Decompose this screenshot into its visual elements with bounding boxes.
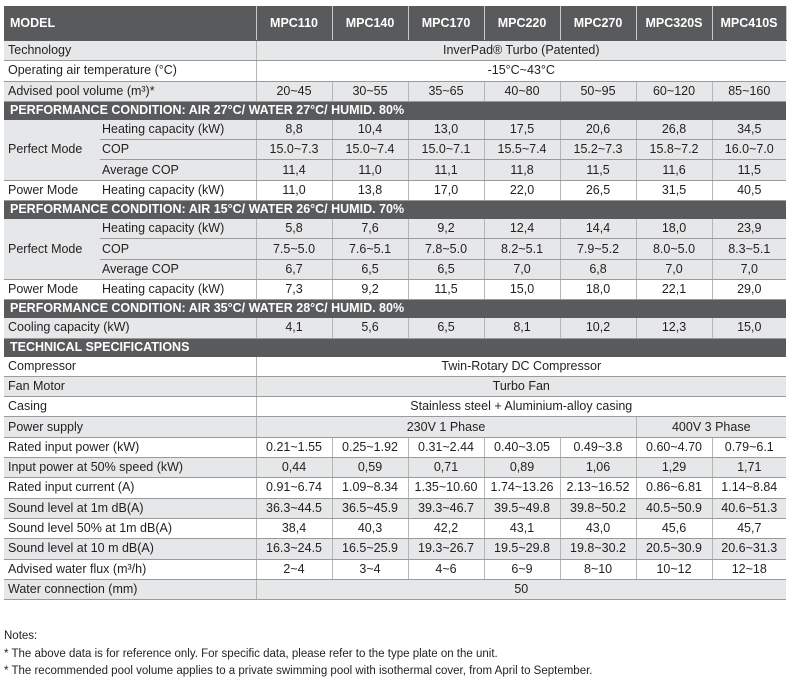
cell: 34,5 bbox=[712, 119, 786, 139]
cell: 17,0 bbox=[408, 180, 484, 200]
cell: 1,71 bbox=[712, 458, 786, 478]
cell: 30~55 bbox=[332, 81, 408, 101]
note-line: * The recommended pool volume applies to a private swimming pool with isothermal cover, from April to September. bbox=[4, 665, 593, 677]
cell: 40,3 bbox=[332, 518, 408, 538]
cell: 7,6 bbox=[332, 219, 408, 239]
cell: 2~4 bbox=[256, 559, 332, 579]
row-label: Rated input current (A) bbox=[4, 478, 256, 498]
cell: 1,29 bbox=[636, 458, 712, 478]
power-supply-row bbox=[4, 417, 786, 437]
p1-power-mode-row bbox=[4, 180, 786, 200]
model-col-4: MPC220 bbox=[484, 6, 560, 41]
cell: 26,8 bbox=[636, 119, 712, 139]
cell: 9,2 bbox=[332, 279, 408, 299]
row-label: Heating capacity (kW) bbox=[100, 219, 256, 239]
row-label: Input power at 50% speed (kW) bbox=[4, 458, 256, 478]
row-value: InverPad® Turbo (Patented) bbox=[256, 41, 786, 61]
sound-10m-row bbox=[4, 539, 786, 559]
compressor-row bbox=[4, 356, 786, 376]
mode-label: Power Mode bbox=[4, 180, 100, 200]
cell: 15,0 bbox=[712, 318, 786, 338]
cell: 11,5 bbox=[560, 160, 636, 180]
cell: 20.5~30.9 bbox=[636, 539, 712, 559]
mode-label: Perfect Mode bbox=[4, 119, 100, 180]
section-title: PERFORMANCE CONDITION: AIR 27°C/ WATER 27°C/ HUMID. 80% bbox=[4, 101, 786, 119]
cell: 22,0 bbox=[484, 180, 560, 200]
header-row bbox=[4, 6, 786, 41]
row-label: Heating capacity (kW) bbox=[100, 119, 256, 139]
cell: 0,59 bbox=[332, 458, 408, 478]
cell: 7,3 bbox=[256, 279, 332, 299]
cell: 60~120 bbox=[636, 81, 712, 101]
p2-power-mode-row bbox=[4, 279, 786, 299]
cell: 10,2 bbox=[560, 318, 636, 338]
cell: 12~18 bbox=[712, 559, 786, 579]
cell: 20.6~31.3 bbox=[712, 539, 786, 559]
row-label: Fan Motor bbox=[4, 376, 256, 396]
row-value: 230V 1 Phase bbox=[256, 417, 636, 437]
p2-heating-row bbox=[4, 219, 786, 239]
casing-row bbox=[4, 397, 786, 417]
cell: 0.49~3.8 bbox=[560, 437, 636, 457]
cell: 11,5 bbox=[712, 160, 786, 180]
cell: 12,4 bbox=[484, 219, 560, 239]
model-col-1: MPC110 bbox=[256, 6, 332, 41]
cell: 0.25~1.92 bbox=[332, 437, 408, 457]
p1-avg-cop-row bbox=[4, 160, 786, 180]
cell: 19.3~26.7 bbox=[408, 539, 484, 559]
cell: 0.21~1.55 bbox=[256, 437, 332, 457]
cell: 6,5 bbox=[332, 259, 408, 279]
cell: 0.40~3.05 bbox=[484, 437, 560, 457]
cell: 16.3~24.5 bbox=[256, 539, 332, 559]
cell: 20~45 bbox=[256, 81, 332, 101]
row-value: Stainless steel + Aluminium-alloy casing bbox=[256, 397, 786, 417]
cell: 18,0 bbox=[560, 279, 636, 299]
cell: 0,71 bbox=[408, 458, 484, 478]
cell: 0.91~6.74 bbox=[256, 478, 332, 498]
cell: 1.09~8.34 bbox=[332, 478, 408, 498]
cell: 0,89 bbox=[484, 458, 560, 478]
cell: 7.5~5.0 bbox=[256, 239, 332, 259]
technology-row bbox=[4, 41, 786, 61]
cell: 13,0 bbox=[408, 119, 484, 139]
row-label: Casing bbox=[4, 397, 256, 417]
cell: 39.3~46.7 bbox=[408, 498, 484, 518]
cell: 7,0 bbox=[712, 259, 786, 279]
section-header bbox=[4, 101, 786, 119]
cell: 29,0 bbox=[712, 279, 786, 299]
section-title: PERFORMANCE CONDITION: AIR 15°C/ WATER 26°C/ HUMID. 70% bbox=[4, 201, 786, 219]
cell: 11,8 bbox=[484, 160, 560, 180]
section-header bbox=[4, 201, 786, 219]
cell: 6~9 bbox=[484, 559, 560, 579]
cell: 39.5~49.8 bbox=[484, 498, 560, 518]
cell: 7.9~5.2 bbox=[560, 239, 636, 259]
row-label: Operating air temperature (°C) bbox=[4, 61, 256, 81]
cell: 17,5 bbox=[484, 119, 560, 139]
row-value: -15°C~43°C bbox=[256, 61, 786, 81]
cell: 26,5 bbox=[560, 180, 636, 200]
model-header: MODEL bbox=[4, 6, 256, 41]
mode-label: Perfect Mode bbox=[4, 219, 100, 280]
cell: 15.0~7.4 bbox=[332, 140, 408, 160]
cell: 10~12 bbox=[636, 559, 712, 579]
cell: 7.8~5.0 bbox=[408, 239, 484, 259]
cell: 19.8~30.2 bbox=[560, 539, 636, 559]
cell: 6,5 bbox=[408, 318, 484, 338]
p2-cop-row bbox=[4, 239, 786, 259]
spec-sheet bbox=[4, 6, 786, 600]
row-label: Advised pool volume (m³)* bbox=[4, 81, 256, 101]
cell: 0.79~6.1 bbox=[712, 437, 786, 457]
row-value: Turbo Fan bbox=[256, 376, 786, 396]
cell: 50~95 bbox=[560, 81, 636, 101]
cell: 8~10 bbox=[560, 559, 636, 579]
cell: 19.5~29.8 bbox=[484, 539, 560, 559]
section-title: PERFORMANCE CONDITION: AIR 35°C/ WATER 28°C/ HUMID. 80% bbox=[4, 300, 786, 318]
pool-volume-row bbox=[4, 81, 786, 101]
cell: 15,0 bbox=[484, 279, 560, 299]
cell: 39.8~50.2 bbox=[560, 498, 636, 518]
cell: 14,4 bbox=[560, 219, 636, 239]
operating-temp-row bbox=[4, 61, 786, 81]
cell: 15.0~7.3 bbox=[256, 140, 332, 160]
cell: 11,1 bbox=[408, 160, 484, 180]
cell: 5,8 bbox=[256, 219, 332, 239]
row-label: Power supply bbox=[4, 417, 256, 437]
cell: 6,5 bbox=[408, 259, 484, 279]
model-col-5: MPC270 bbox=[560, 6, 636, 41]
cell: 11,0 bbox=[256, 180, 332, 200]
water-flux-row bbox=[4, 559, 786, 579]
cell: 15.2~7.3 bbox=[560, 140, 636, 160]
cell: 6,8 bbox=[560, 259, 636, 279]
cell: 8,8 bbox=[256, 119, 332, 139]
row-value: 50 bbox=[256, 579, 786, 599]
row-label: Sound level 50% at 1m dB(A) bbox=[4, 518, 256, 538]
cell: 43,1 bbox=[484, 518, 560, 538]
cell: 36.5~45.9 bbox=[332, 498, 408, 518]
row-label: Sound level at 1m dB(A) bbox=[4, 498, 256, 518]
cell: 43,0 bbox=[560, 518, 636, 538]
fan-motor-row bbox=[4, 376, 786, 396]
section-title: TECHNICAL SPECIFICATIONS bbox=[4, 338, 786, 356]
row-label: Technology bbox=[4, 41, 256, 61]
cell: 38,4 bbox=[256, 518, 332, 538]
cell: 5,6 bbox=[332, 318, 408, 338]
cell: 11,4 bbox=[256, 160, 332, 180]
row-label: Cooling capacity (kW) bbox=[4, 318, 256, 338]
cell: 18,0 bbox=[636, 219, 712, 239]
cell: 22,1 bbox=[636, 279, 712, 299]
water-connection-row bbox=[4, 579, 786, 599]
row-label: Advised water flux (m³/h) bbox=[4, 559, 256, 579]
rated-power-row bbox=[4, 437, 786, 457]
cell: 8,1 bbox=[484, 318, 560, 338]
model-col-3: MPC170 bbox=[408, 6, 484, 41]
cell: 0,44 bbox=[256, 458, 332, 478]
cell: 40~80 bbox=[484, 81, 560, 101]
notes bbox=[4, 628, 592, 681]
row-label: Average COP bbox=[100, 259, 256, 279]
cell: 11,6 bbox=[636, 160, 712, 180]
row-label: Sound level at 10 m dB(A) bbox=[4, 539, 256, 559]
cell: 35~65 bbox=[408, 81, 484, 101]
cell: 13,8 bbox=[332, 180, 408, 200]
row-label: Average COP bbox=[100, 160, 256, 180]
cell: 31,5 bbox=[636, 180, 712, 200]
mode-label: Power Mode bbox=[4, 279, 100, 299]
row-label: COP bbox=[100, 239, 256, 259]
rated-current-row bbox=[4, 478, 786, 498]
cell: 11,0 bbox=[332, 160, 408, 180]
row-label: Heating capacity (kW) bbox=[100, 180, 256, 200]
model-col-6: MPC320S bbox=[636, 6, 712, 41]
cell: 15.8~7.2 bbox=[636, 140, 712, 160]
row-label: Water connection (mm) bbox=[4, 579, 256, 599]
p1-heating-row bbox=[4, 119, 786, 139]
section-header bbox=[4, 300, 786, 318]
cell: 45,7 bbox=[712, 518, 786, 538]
cell: 0.86~6.81 bbox=[636, 478, 712, 498]
cell: 23,9 bbox=[712, 219, 786, 239]
cell: 40.5~50.9 bbox=[636, 498, 712, 518]
cell: 7,0 bbox=[484, 259, 560, 279]
model-col-7: MPC410S bbox=[712, 6, 786, 41]
cell: 40.6~51.3 bbox=[712, 498, 786, 518]
cell: 9,2 bbox=[408, 219, 484, 239]
row-label: COP bbox=[100, 140, 256, 160]
note-line: * The above data is for reference only. For specific data, please refer to the type plate on the unit. bbox=[4, 647, 498, 660]
cell: 42,2 bbox=[408, 518, 484, 538]
cell: 1,06 bbox=[560, 458, 636, 478]
row-label: Heating capacity (kW) bbox=[100, 279, 256, 299]
cell: 11,5 bbox=[408, 279, 484, 299]
cell: 7.6~5.1 bbox=[332, 239, 408, 259]
cell: 85~160 bbox=[712, 81, 786, 101]
cell: 1.74~13.26 bbox=[484, 478, 560, 498]
cell: 2.13~16.52 bbox=[560, 478, 636, 498]
cell: 20,6 bbox=[560, 119, 636, 139]
cell: 0.60~4.70 bbox=[636, 437, 712, 457]
cell: 6,7 bbox=[256, 259, 332, 279]
row-value: Twin-Rotary DC Compressor bbox=[256, 356, 786, 376]
cell: 4,1 bbox=[256, 318, 332, 338]
cell: 10,4 bbox=[332, 119, 408, 139]
cell: 15.0~7.1 bbox=[408, 140, 484, 160]
row-value: 400V 3 Phase bbox=[636, 417, 786, 437]
cell: 8.3~5.1 bbox=[712, 239, 786, 259]
cell: 16.5~25.9 bbox=[332, 539, 408, 559]
cell: 12,3 bbox=[636, 318, 712, 338]
cell: 36.3~44.5 bbox=[256, 498, 332, 518]
cell: 3~4 bbox=[332, 559, 408, 579]
p2-avg-cop-row bbox=[4, 259, 786, 279]
cell: 0.31~2.44 bbox=[408, 437, 484, 457]
power-50-row bbox=[4, 458, 786, 478]
cell: 8.0~5.0 bbox=[636, 239, 712, 259]
cell: 4~6 bbox=[408, 559, 484, 579]
cell: 7,0 bbox=[636, 259, 712, 279]
sound-1m-row bbox=[4, 498, 786, 518]
cell: 1.35~10.60 bbox=[408, 478, 484, 498]
cell: 16.0~7.0 bbox=[712, 140, 786, 160]
cell: 45,6 bbox=[636, 518, 712, 538]
cell: 15.5~7.4 bbox=[484, 140, 560, 160]
notes-heading: Notes: bbox=[4, 630, 38, 642]
section-header bbox=[4, 338, 786, 356]
model-col-2: MPC140 bbox=[332, 6, 408, 41]
p1-cop-row bbox=[4, 140, 786, 160]
cell: 8.2~5.1 bbox=[484, 239, 560, 259]
sound-50-row bbox=[4, 518, 786, 538]
cell: 1.14~8.84 bbox=[712, 478, 786, 498]
cooling-row bbox=[4, 318, 786, 338]
spec-table bbox=[4, 6, 787, 600]
row-label: Compressor bbox=[4, 356, 256, 376]
cell: 40,5 bbox=[712, 180, 786, 200]
row-label: Rated input power (kW) bbox=[4, 437, 256, 457]
